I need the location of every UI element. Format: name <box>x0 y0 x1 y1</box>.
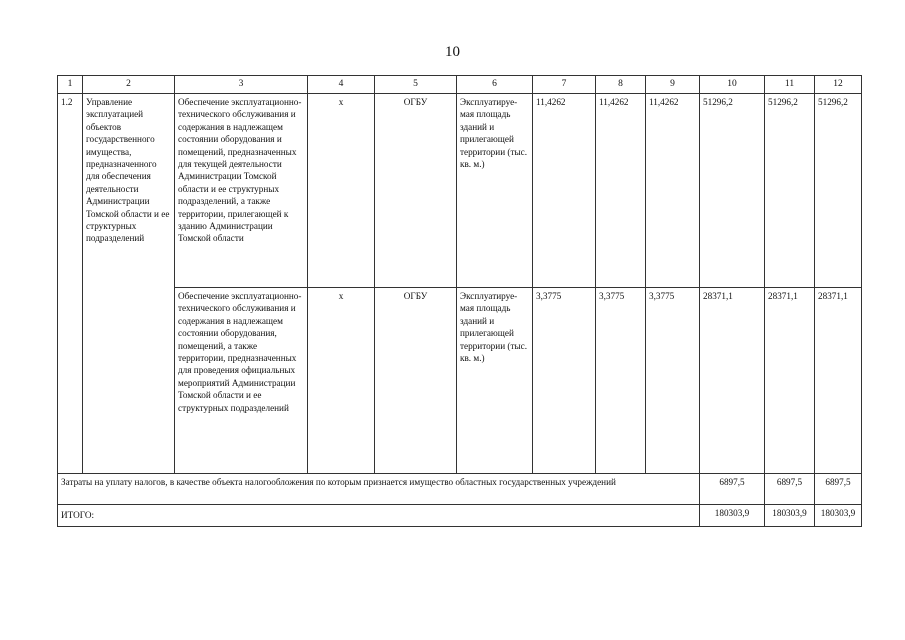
cell-col10: 51296,2 <box>700 94 765 288</box>
total-row <box>58 505 862 527</box>
page-number: 10 <box>445 44 460 60</box>
cell-col5: ОГБУ <box>375 288 457 474</box>
total-col12: 180303,9 <box>815 505 862 527</box>
column-header: 6 <box>457 76 533 94</box>
cell-col12: 28371,1 <box>815 288 862 474</box>
program-name: Управление эксплуатацией объектов государственного имущества, предназначенного для обеспечения деятельности Администрации Томской области и ее структурных подразделений <box>83 94 175 474</box>
budget-table <box>57 75 862 527</box>
table-row <box>58 288 862 474</box>
cell-col6: Эксплуатируе-мая площадь зданий и прилегающей территории (тыс. кв. м.) <box>457 288 533 474</box>
column-number-row <box>58 76 862 94</box>
cell-col4: х <box>308 288 375 474</box>
cell-col4: х <box>308 94 375 288</box>
cell-col6: Эксплуатируе-мая площадь зданий и прилегающей территории (тыс. кв. м.) <box>457 94 533 288</box>
cell-col11: 51296,2 <box>765 94 815 288</box>
column-header: 7 <box>533 76 596 94</box>
tax-col11: 6897,5 <box>765 474 815 505</box>
total-col11: 180303,9 <box>765 505 815 527</box>
column-header: 4 <box>308 76 375 94</box>
total-col10: 180303,9 <box>700 505 765 527</box>
cell-col12: 51296,2 <box>815 94 862 288</box>
cell-col9: 11,4262 <box>646 94 700 288</box>
column-header: 3 <box>175 76 308 94</box>
tax-col10: 6897,5 <box>700 474 765 505</box>
column-header: 11 <box>765 76 815 94</box>
cell-col10: 28371,1 <box>700 288 765 474</box>
column-header: 5 <box>375 76 457 94</box>
table-row <box>58 94 862 288</box>
column-header: 8 <box>596 76 646 94</box>
cell-col8: 3,3775 <box>596 288 646 474</box>
column-header: 10 <box>700 76 765 94</box>
row-number: 1.2 <box>58 94 83 474</box>
tax-row <box>58 474 862 505</box>
cell-col9: 3,3775 <box>646 288 700 474</box>
total-label: ИТОГО: <box>58 505 700 527</box>
entry-description: Обеспечение эксплуатационно-технического обслуживания и содержания в надлежащем состоянии оборудования, помещений, а также территории, предназначенных для проведения официальных мероприятий Администрации Томской области и ее структурных подразделений <box>175 288 308 474</box>
column-header: 12 <box>815 76 862 94</box>
column-header: 1 <box>58 76 83 94</box>
cell-col7: 11,4262 <box>533 94 596 288</box>
cell-col8: 11,4262 <box>596 94 646 288</box>
tax-col12: 6897,5 <box>815 474 862 505</box>
cell-col5: ОГБУ <box>375 94 457 288</box>
cell-col11: 28371,1 <box>765 288 815 474</box>
entry-description: Обеспечение эксплуатационно-технического обслуживания и содержания в надлежащем состоянии оборудования и помещений, предназначенных для текущей деятельности Администрации Томской области и ее структурных подразделений, а также территории, прилегающей к зданию Администрации Томской области <box>175 94 308 288</box>
column-header: 2 <box>83 76 175 94</box>
cell-col7: 3,3775 <box>533 288 596 474</box>
tax-row-label: Затраты на уплату налогов, в качестве объекта налогообложения по которым признается имущество областных государственных учреждений <box>58 474 700 505</box>
column-header: 9 <box>646 76 700 94</box>
